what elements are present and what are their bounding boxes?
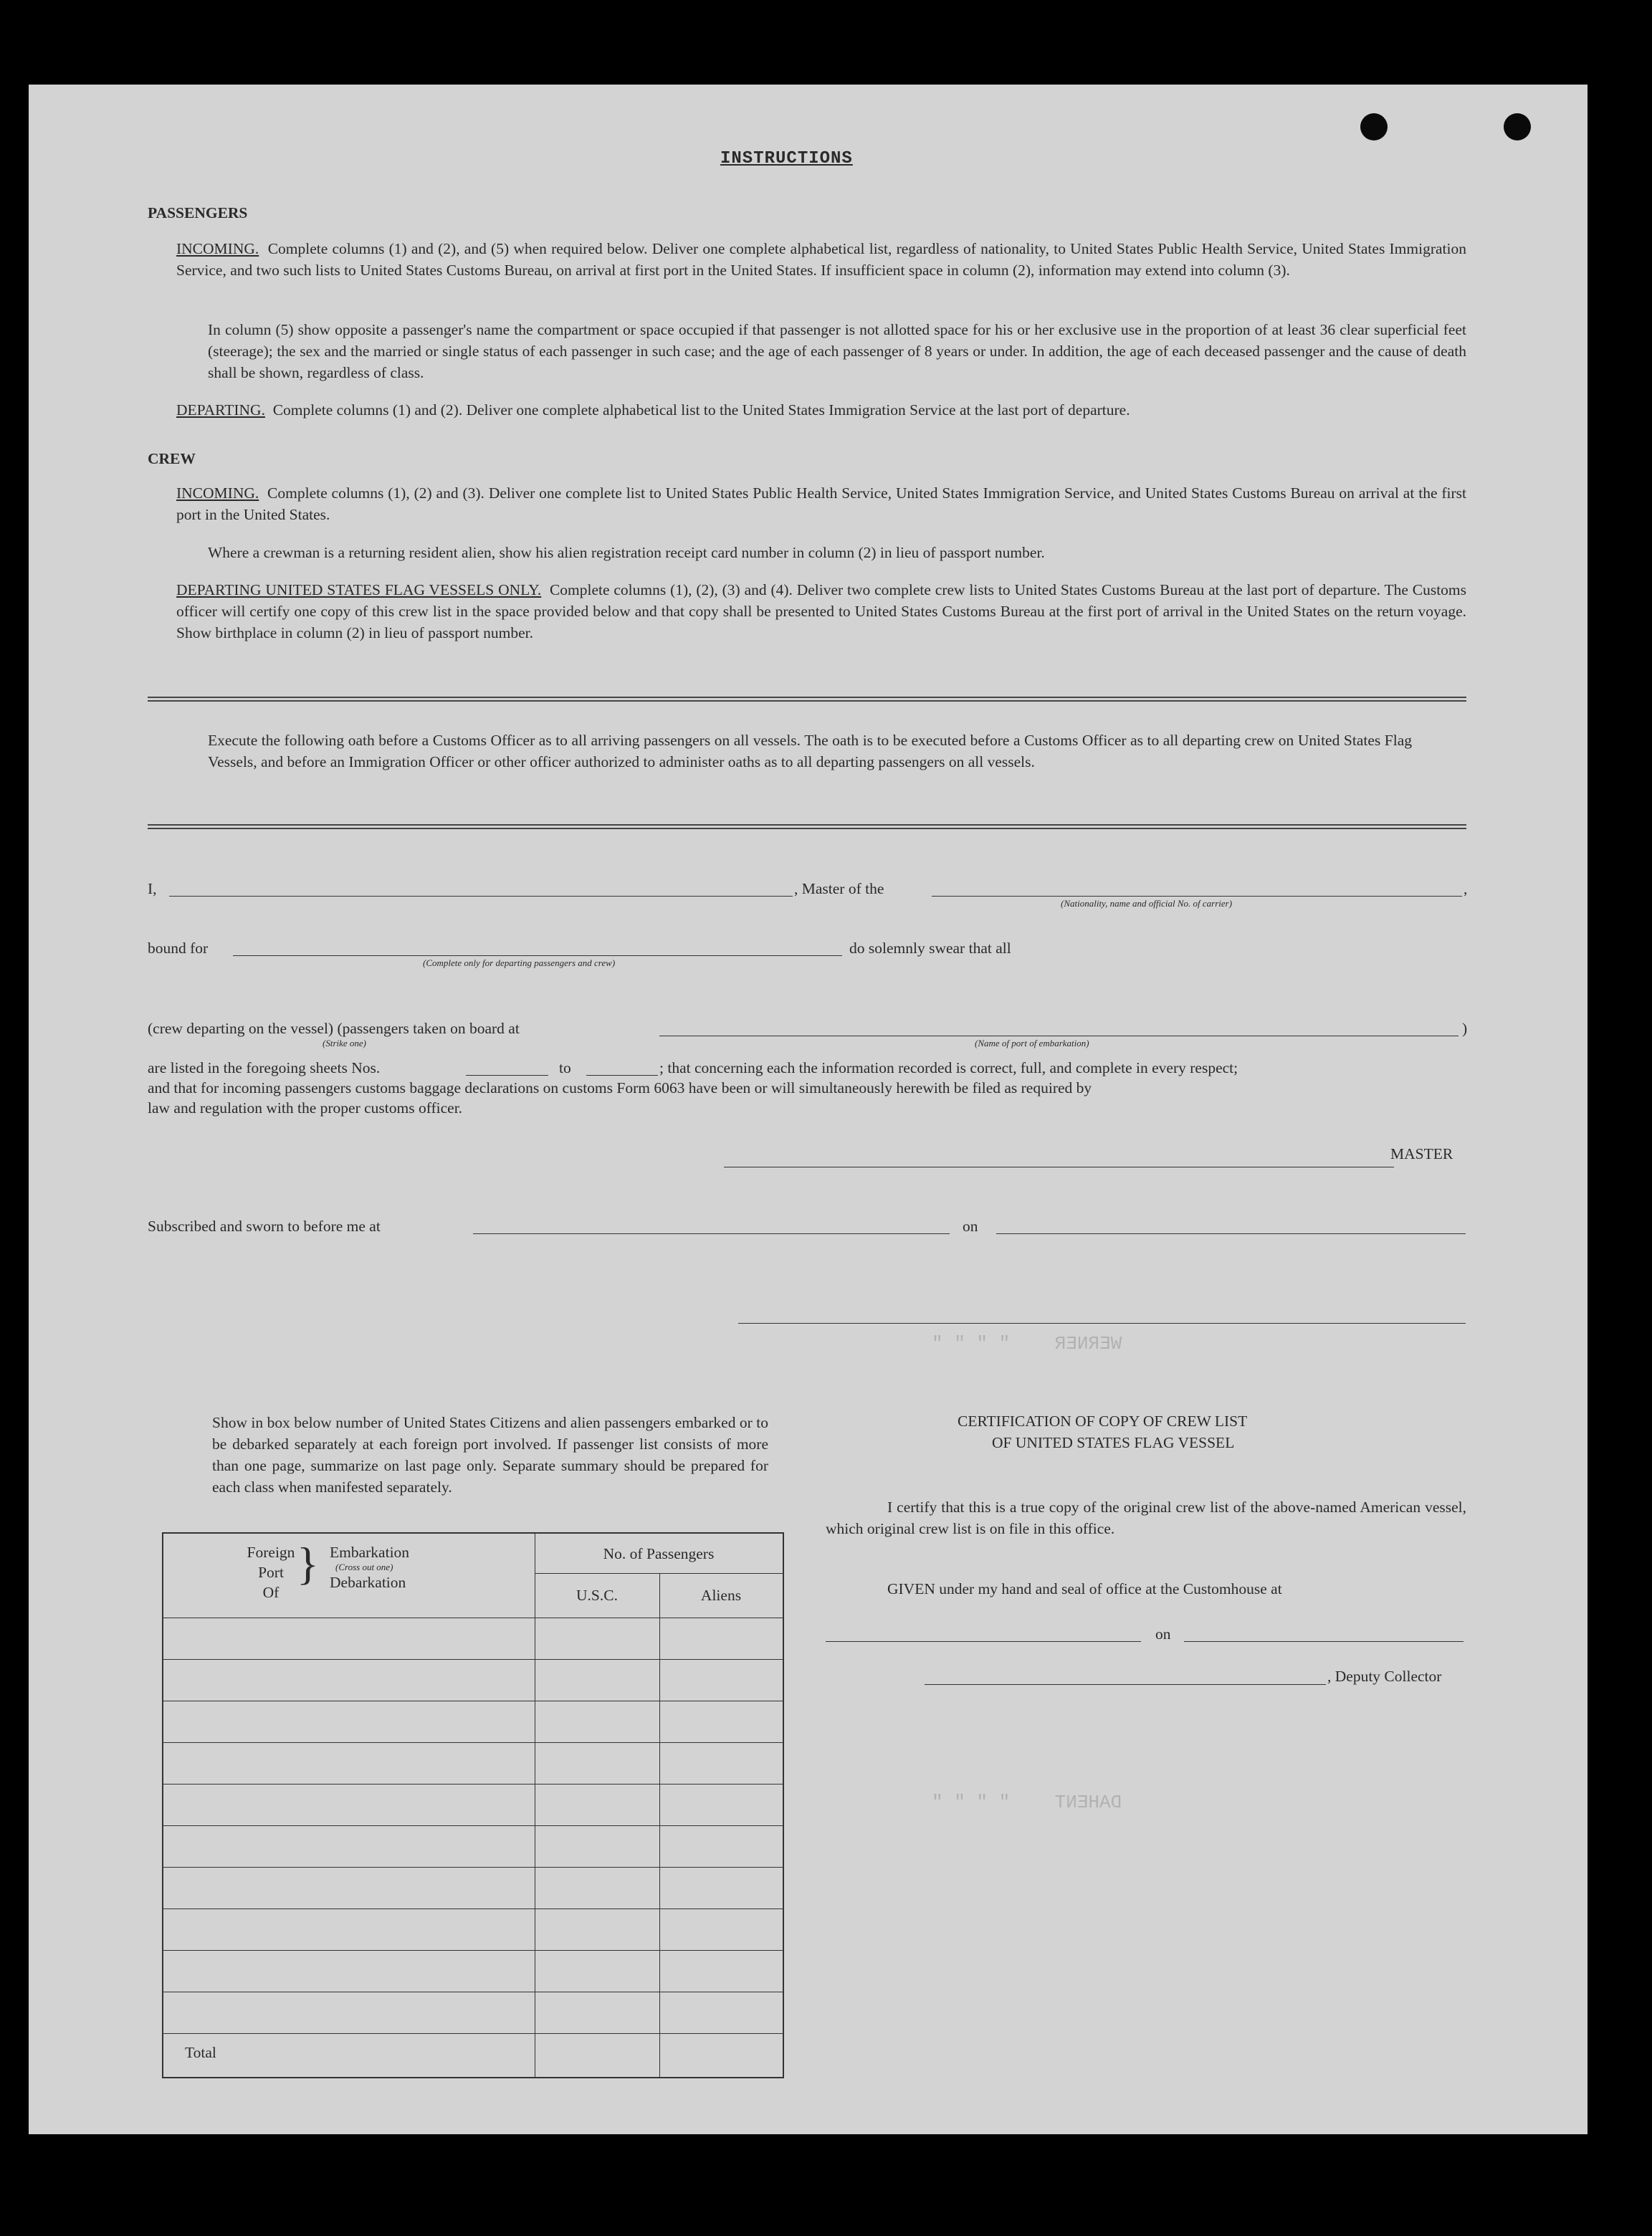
row-divider [163,1742,783,1743]
oath-i-label: I, [148,880,157,897]
swear-text: do solemnly swear that all [849,940,1011,957]
strike-caption: (Strike one) [323,1038,367,1048]
punch-hole [1360,113,1388,140]
sworn-date-field[interactable] [996,1233,1466,1234]
summary-text: Show in box below number of United States Citizens and alien passengers embarked or to be debarked separately at each foreign port involved. If passenger list consists of more than one page, summarize on last page only. Separate summary should be prepared for each class when manifested separately. [212,1414,768,1496]
sheet-to-field[interactable] [586,1075,658,1076]
crew-departing-text: (crew departing on the vessel) (passengers taken on board at [148,1020,520,1037]
bleed-through: DAHENT " " " " [932,1792,1122,1813]
bound-for-label: bound for [148,940,209,957]
passengers-incoming: INCOMING. Complete columns (1) and (2), and (5) when required below. Deliver one complete alphabetical list, regardless of nationality, to United States Public Health Service, United States Immigration Service, and two such lists to United States Customs Bureau, on arrival at first port in the United States. If insufficient space in column (2), information may extend into column (3). [176,240,1466,279]
deputy-signature-field[interactable] [925,1684,1326,1685]
crew-departing: DEPARTING UNITED STATES FLAG VESSELS ONLY. Complete columns (1), (2), (3) and (4). Deliver two complete crew lists to United States Customs Bureau at the last port of departure. The Customs officer will certify one copy of this crew list in the space provided below and that copy shall be presented to United States Customs Bureau at the first port of arrival in the United States on the return voyage. Show birthplace in column (2) in lieu of passport number. [176,581,1467,641]
usc-header: U.S.C. [576,1587,618,1604]
closing-paren: ) [1462,1020,1468,1037]
no-of-passengers-header: No. of Passengers [603,1545,715,1562]
oath-intro: Execute the following oath before a Customs Officer as to all arriving passengers on all vessels. The oath is to be executed before a Customs Officer as to all departing crew on United States Flag Vessels, and before an Immigration Officer or other officer authorized to administer oaths as to all departing passengers on all vessels. [208,732,1412,770]
row-divider [163,1950,783,1951]
crew-heading: CREW [148,450,196,467]
passenger-summary-table [162,1532,784,2078]
foreign-port-header: Foreign Port Of [247,1544,295,1601]
punch-hole [1504,113,1531,140]
certification-text: I certify that this is a true copy of the original crew list of the above-named American vessel, which original crew list is on file in this office. [826,1499,1466,1537]
sheets-text-b: ; that concerning each the information recorded is correct, full, and complete in every respect; [659,1059,1238,1076]
master-name-field[interactable] [169,896,793,897]
row-divider [163,1825,783,1826]
given-text: GIVEN under my hand and seal of office at the Customhouse at [887,1580,1282,1597]
row-divider [163,2033,783,2034]
row-divider [163,1908,783,1909]
sheets-text-c: and that for incoming passengers customs baggage declarations on customs Form 6063 have been or will simultaneously herewith be filed as required by [148,1079,1092,1096]
master-label: MASTER [1390,1145,1453,1162]
bleed-through: WERNER " " " " [932,1333,1122,1354]
oath-master-of: , Master of the [794,880,884,897]
passengers-heading: PASSENGERS [148,204,248,221]
certification-on-label: on [1155,1625,1171,1643]
crew-incoming: INCOMING. Complete columns (1), (2) and (3). Deliver one complete list to United States Public Health Service, United States Immigration Service, and United States Customs Bureau on arrival at the first port in the United States. [176,484,1467,523]
crew-alien: Where a crewman is a returning resident alien, show his alien registration receipt card number in column (2) in lieu of passport number. [208,544,1045,561]
section-divider [148,697,1466,702]
sheets-text-d: law and regulation with the proper customs officer. [148,1099,463,1117]
passengers-column5: In column (5) show opposite a passenger's name the compartment or space occupied if that passenger is not allotted space for his or her exclusive use in the proportion of at least 36 clear superficial feet (steerage); the sex and the married or single status of each passenger in such case; and the age of each passenger of 8 years or under. In addition, the age of each deceased passenger and the cause of death shall be shown, regardless of class. [208,321,1466,381]
brace: } [297,1538,319,1589]
customhouse-field[interactable] [826,1641,1141,1642]
comma: , [1464,880,1468,897]
deputy-collector-label: , Deputy Collector [1327,1668,1442,1685]
total-label: Total [185,2044,216,2061]
carrier-caption: (Nationality, name and official No. of carrier) [1061,898,1233,909]
page-title: INSTRUCTIONS [720,149,853,168]
bound-for-field[interactable] [233,955,842,956]
row-divider [163,1867,783,1868]
row-divider [535,1573,783,1574]
embarkation-header: Embarkation (Cross out one) Debarkation [330,1544,410,1591]
subscribed-text: Subscribed and sworn to before me at [148,1218,381,1235]
sheets-text-a: are listed in the foregoing sheets Nos. [148,1059,381,1076]
officer-signature-field[interactable] [738,1323,1466,1324]
sheets-to-label: to [559,1059,571,1076]
section-divider [148,824,1466,829]
sworn-on-label: on [963,1218,978,1235]
passengers-departing: DEPARTING. Complete columns (1) and (2). Deliver one complete alphabetical list to the United States Immigration Service at the last port of departure. [176,401,1130,419]
sheet-from-field[interactable] [466,1075,548,1076]
port-caption: (Name of port of embarkation) [975,1038,1089,1048]
aliens-header: Aliens [700,1587,742,1604]
certification-title-1: CERTIFICATION OF COPY OF CREW LIST [958,1413,1248,1430]
complete-caption: (Complete only for departing passengers and crew) [423,957,616,968]
sworn-place-field[interactable] [473,1233,950,1234]
certification-date-field[interactable] [1184,1641,1464,1642]
certification-title-2: OF UNITED STATES FLAG VESSEL [992,1434,1235,1451]
carrier-field[interactable] [932,896,1462,897]
row-divider [163,1659,783,1660]
